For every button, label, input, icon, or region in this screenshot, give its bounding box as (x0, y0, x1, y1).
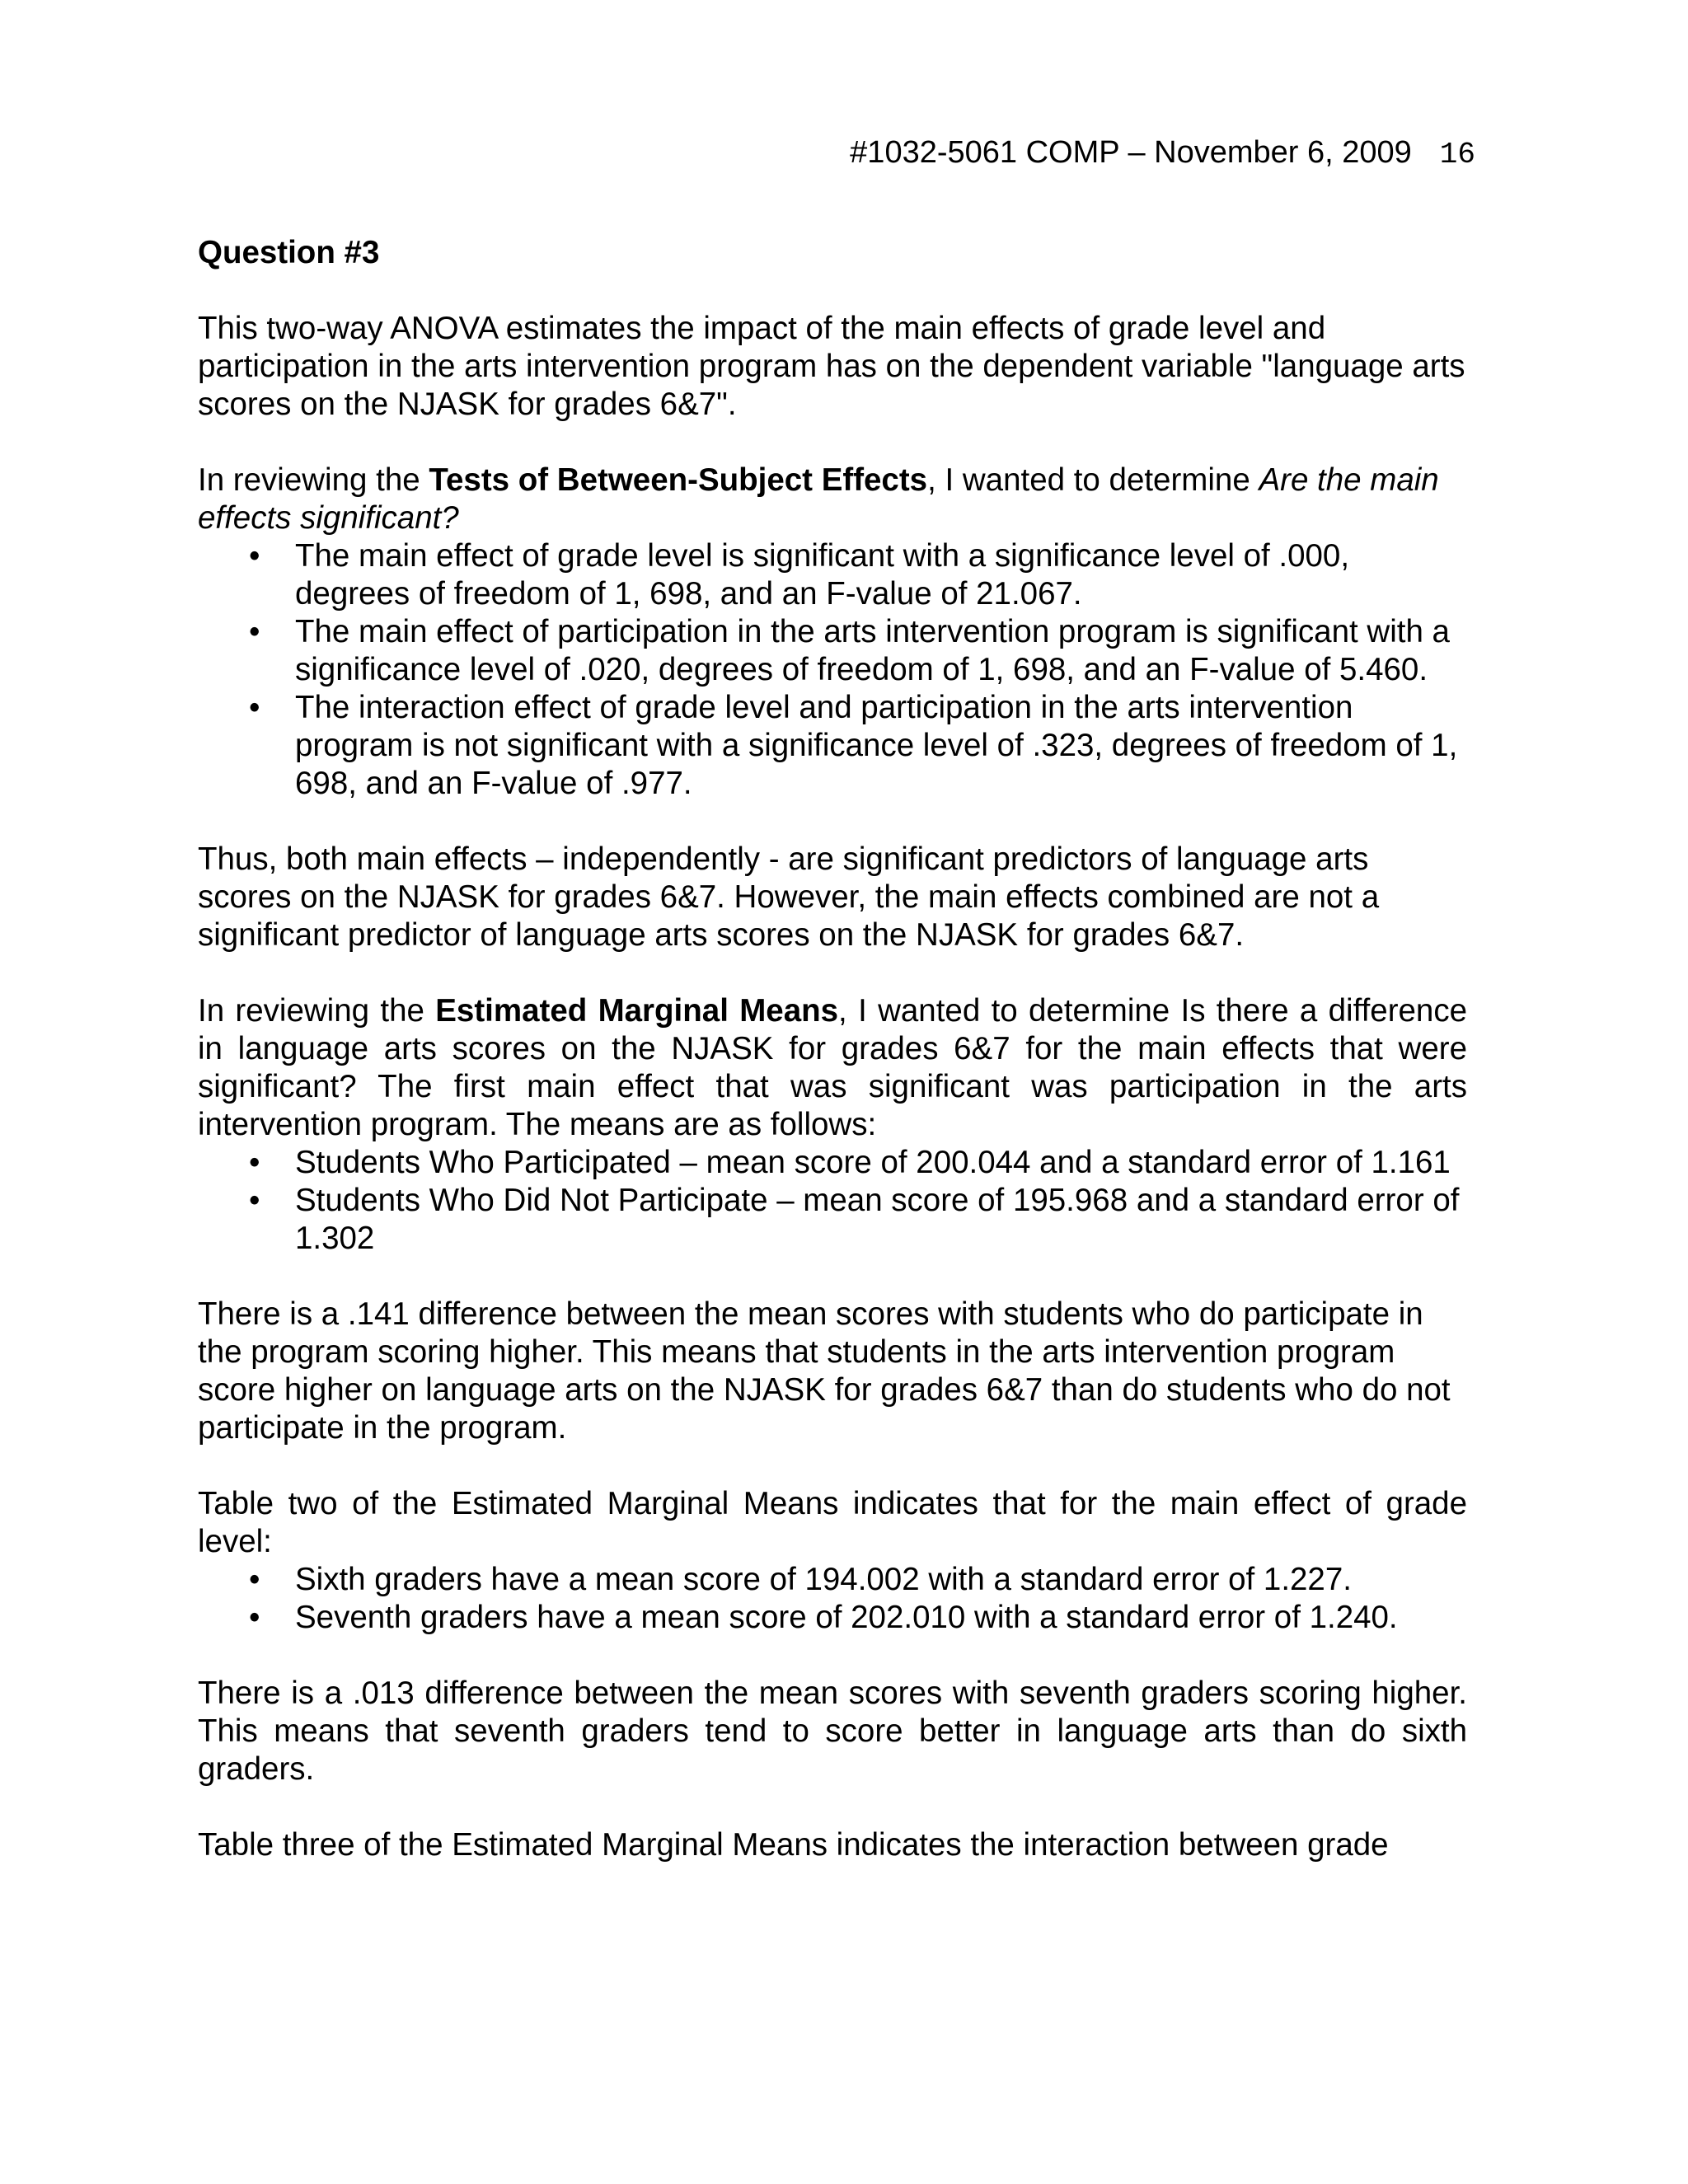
bullet-icon: • (249, 690, 260, 725)
list-item (198, 689, 1467, 803)
list-item-text: The main effect of grade level is significant with a significance level of .000, degrees of freedom of 1, 698, and an F-value of 21.067. (295, 538, 1350, 612)
bullet-icon: • (249, 1562, 260, 1597)
list-item-text: The interaction effect of grade level and participation in the arts intervention program is not significant with a significance level of .323, degrees of freedom of 1, 698, and an F-value of .977. (295, 690, 1458, 801)
bullet-icon: • (249, 1600, 260, 1635)
bullet-icon: • (249, 538, 260, 574)
marginal-means-rest: , I wanted to determine Is there a difference in language arts scores on the NJASK for grades 6&7 for the main effects that were significant? The first main effect that was significant was participation in the arts intervention program. The means are as follows: (198, 993, 1467, 1142)
bullet-icon: • (249, 1183, 260, 1218)
list-item (198, 1561, 1467, 1599)
table-three-paragraph: Table three of the Estimated Marginal Means indicates the interaction between grade (198, 1827, 1389, 1863)
page-number: 16 (1439, 138, 1475, 171)
list-item (198, 1182, 1467, 1258)
difference-paragraph-grade: There is a .013 difference between the mean scores with seventh graders scoring higher. This means that seventh graders tend to score better in language arts than do sixth graders. (198, 1675, 1467, 1787)
difference-paragraph-participation: There is a .141 difference between the mean scores with students who do participate in the program scoring higher. This means that students in the arts intervention program score higher on language arts on the NJASK for grades 6&7 than do students who do not participate in the program. (198, 1296, 1451, 1446)
between-subject-mid: , I wanted to determine (927, 462, 1259, 498)
between-subject-lead: In reviewing the (198, 462, 429, 498)
marginal-means-lead: In reviewing the (198, 993, 436, 1029)
between-subject-bold: Tests of Between-Subject Effects (429, 462, 928, 498)
question-heading: Question #3 (198, 235, 380, 270)
document-body (198, 234, 1467, 1864)
list-item (198, 537, 1467, 613)
marginal-means-paragraph (198, 992, 1467, 1144)
between-subject-paragraph (198, 462, 1467, 537)
thus-paragraph: Thus, both main effects – independently - are significant predictors of language arts scores on the NJASK for grades 6&7. However, the main effects combined are not a significant predictor of language arts scores on the NJASK for grades 6&7. (198, 841, 1380, 953)
bullet-icon: • (249, 1145, 260, 1180)
table-two-list (198, 1561, 1467, 1637)
list-item (198, 613, 1467, 689)
list-item-text: Sixth graders have a mean score of 194.002 with a standard error of 1.227. (295, 1562, 1352, 1597)
marginal-means-list (198, 1144, 1467, 1258)
document-title: #1032-5061 COMP – November 6, 2009 (850, 135, 1412, 170)
bullet-icon: • (249, 614, 260, 649)
list-item-text: Students Who Participated – mean score of 200.044 and a standard error of 1.161 (295, 1145, 1451, 1180)
page-header (198, 132, 1475, 176)
list-item-text: Seventh graders have a mean score of 202.010 with a standard error of 1.240. (295, 1600, 1398, 1635)
list-item-text: Students Who Did Not Participate – mean score of 195.968 and a standard error of 1.302 (295, 1183, 1460, 1256)
list-item (198, 1599, 1467, 1637)
intro-paragraph: This two-way ANOVA estimates the impact of the main effects of grade level and participation in the arts intervention program has on the dependent variable "language arts scores on the NJASK for grades 6&7". (198, 311, 1465, 422)
marginal-means-bold: Estimated Marginal Means (435, 993, 839, 1029)
between-subject-question: Are the main effects significant? (198, 462, 1439, 536)
list-item (198, 1144, 1467, 1182)
list-item-text: The main effect of participation in the arts intervention program is significant with a significance level of .020, degrees of freedom of 1, 698, and an F-value of 5.460. (295, 614, 1450, 687)
between-subject-list (198, 537, 1467, 803)
table-two-paragraph: Table two of the Estimated Marginal Means indicates that for the main effect of grade level: (198, 1486, 1467, 1559)
